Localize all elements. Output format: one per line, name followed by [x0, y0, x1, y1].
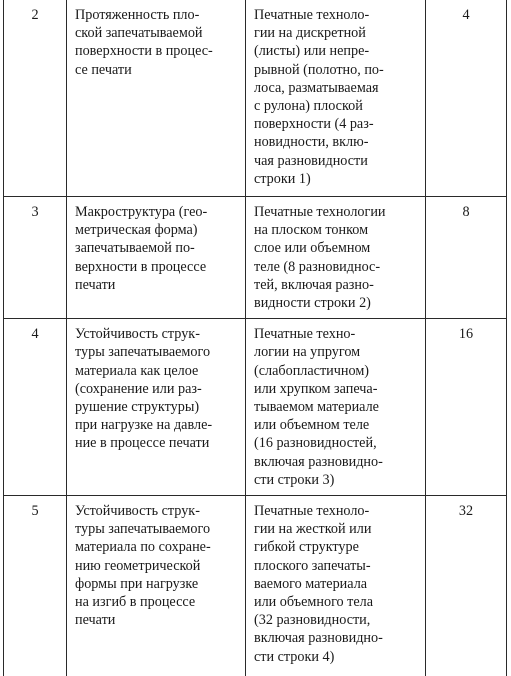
count-cell	[426, 0, 507, 197]
cell-text-line: сти строки 4)	[254, 648, 335, 665]
cell-text-line: или объемного тела	[254, 594, 374, 611]
cell-text-line: сти строки 3)	[254, 471, 335, 488]
cell-text-line: Печатные техноло-	[254, 503, 370, 520]
row-number: 3	[31, 204, 39, 220]
table-row	[4, 319, 507, 496]
cell-text-line: Устойчивость струк-	[75, 326, 200, 343]
cell-text-line: (сохранение или раз-	[75, 380, 202, 397]
cell-text-line: включая разновидно-	[254, 630, 383, 647]
cell-text-line: гии на дискретной	[254, 25, 366, 42]
parameter-cell	[67, 0, 246, 197]
cell-text-line: или хрупком запеча-	[254, 380, 378, 397]
cell-text-line: на плоском тонком	[254, 222, 369, 239]
variant-count: 4	[462, 7, 470, 23]
cell-text-line: тей, включая разно-	[254, 276, 374, 293]
variant-count: 16	[458, 326, 474, 343]
cell-text-line: логии на упругом	[254, 344, 361, 361]
cell-text-line: ваемого материала	[254, 575, 368, 592]
cell-text-line: (слабопластичном)	[254, 362, 370, 379]
cell-text-line: (32 разновидности,	[254, 612, 371, 629]
cell-text-line: Макроструктура (гео-	[75, 204, 208, 220]
cell-text-line: включая разновидно-	[254, 453, 383, 470]
cell-text-line: теле (8 разновиднос-	[254, 258, 381, 275]
row-number: 2	[31, 7, 39, 23]
table-body	[4, 0, 507, 676]
cell-text-line: (16 разновидностей,	[254, 435, 377, 452]
table-row	[4, 496, 507, 676]
cell-text-line: лоса, разматываемая	[254, 79, 379, 96]
variant-count: 32	[458, 503, 474, 520]
cell-text-line: тываемом материале	[254, 399, 379, 416]
cell-text-line: рушение структуры)	[75, 399, 200, 416]
classification-table	[3, 0, 507, 676]
cell-text-line: видности строки 2)	[254, 295, 371, 312]
cell-text-line: Протяженность пло-	[75, 7, 200, 23]
cell-text-line: новидности, вклю-	[254, 134, 369, 151]
cell-text-line: ние в процессе печати	[75, 435, 210, 452]
cell-text-line: Печатные техно-	[254, 326, 356, 343]
cell-text-line: печати	[75, 612, 116, 629]
row-number: 5	[31, 503, 39, 520]
cell-text-line: материала как целое	[75, 362, 199, 379]
cell-text-line: формы при нагрузке	[75, 575, 199, 592]
count-cell	[426, 496, 507, 676]
cell-text-line: метрическая форма)	[75, 222, 198, 239]
technology-cell	[246, 319, 426, 496]
row-number-cell	[4, 496, 67, 676]
cell-text-line: се печати	[75, 61, 132, 78]
cell-text-line: ской запечатываемой	[75, 25, 203, 42]
cell-text-line: Печатные техноло-	[254, 7, 370, 23]
cell-text-line: Устойчивость струк-	[75, 503, 200, 520]
technology-cell	[246, 197, 426, 319]
table-row	[4, 0, 507, 197]
parameter-cell	[67, 319, 246, 496]
cell-text-line: туры запечатываемого	[75, 521, 211, 538]
parameter-cell	[67, 197, 246, 319]
cell-text-line: на изгиб в процессе	[75, 594, 196, 611]
count-cell	[426, 197, 507, 319]
cell-text-line: плоского запечаты-	[254, 557, 371, 574]
technology-cell	[246, 0, 426, 197]
technology-cell	[246, 496, 426, 676]
cell-text-line: поверхности в процес-	[75, 43, 213, 60]
cell-text-line: чая разновидности	[254, 152, 368, 169]
table-row	[4, 197, 507, 319]
cell-text-line: гибкой структуре	[254, 539, 359, 556]
cell-text-line: туры запечатываемого	[75, 344, 211, 361]
cell-text-line: при нагрузке на давле-	[75, 417, 213, 434]
cell-text-line: запечатываемой по-	[75, 240, 195, 257]
cell-text-line: рывной (полотно, по-	[254, 61, 384, 78]
row-number-cell	[4, 319, 67, 496]
cell-text-line: поверхности (4 раз-	[254, 116, 374, 133]
cell-text-line: гии на жесткой или	[254, 521, 372, 538]
cell-text-line: верхности в процессе	[75, 258, 207, 275]
cell-text-line: нию геометрической	[75, 557, 201, 574]
cell-text-line: с рулона) плоской	[254, 98, 363, 115]
cell-text-line: печати	[75, 276, 116, 293]
cell-text-line: строки 1)	[254, 170, 311, 187]
cell-text-line: (листы) или непре-	[254, 43, 370, 60]
row-number: 4	[31, 326, 39, 343]
row-number-cell	[4, 0, 67, 197]
cell-text-line: материала по сохране-	[75, 539, 211, 556]
cell-text-line: Печатные технологии	[254, 204, 386, 220]
cell-text-line: слое или объемном	[254, 240, 371, 257]
count-cell	[426, 319, 507, 496]
cell-text-line: или объемном теле	[254, 417, 370, 434]
row-number-cell	[4, 197, 67, 319]
variant-count: 8	[462, 204, 470, 220]
parameter-cell	[67, 496, 246, 676]
